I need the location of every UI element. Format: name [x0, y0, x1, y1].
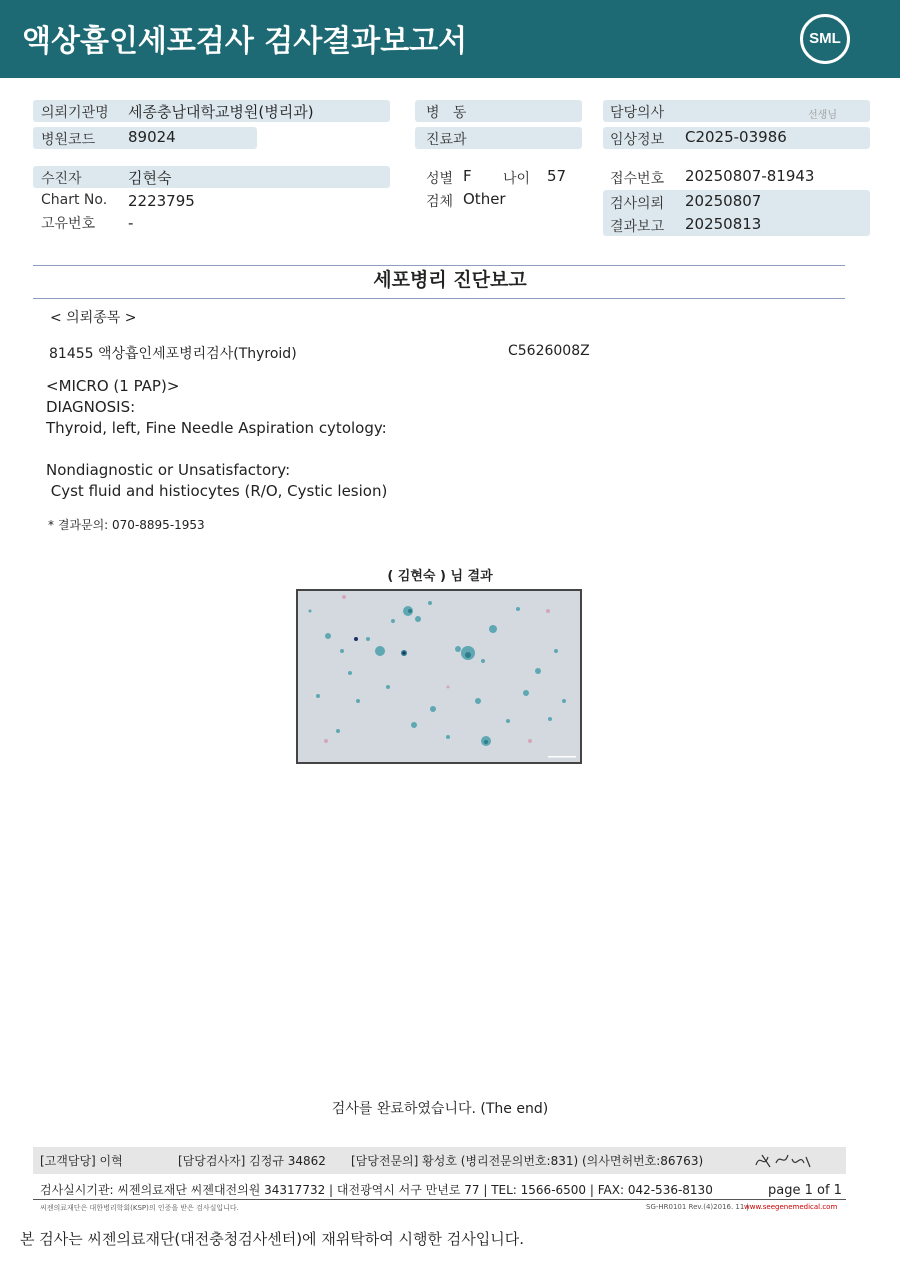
cytology-image — [296, 589, 582, 764]
tester-info: [담당검사자] 김정규 34862 — [178, 1154, 326, 1168]
patient-label: 수진자 — [41, 171, 82, 187]
patient-value: 김현숙 — [128, 169, 172, 187]
age-value: 57 — [547, 167, 567, 185]
specimen-label: 검체 — [426, 194, 454, 210]
website-url: www.seegenemedical.com — [744, 1203, 838, 1211]
test-code: C5626008Z — [508, 343, 590, 359]
chart-label: Chart No. — [41, 192, 108, 208]
result-detail-line: Cyst fluid and histiocytes (R/O, Cystic lesion) — [46, 482, 388, 500]
sex-value: F — [463, 167, 472, 185]
patient-box — [33, 166, 390, 188]
uid-label: 고유번호 — [41, 216, 96, 232]
doctor-suffix: 선생님 — [808, 110, 837, 121]
footer-rule — [33, 1199, 846, 1200]
customer-manager: [고객담당] 이혁 — [40, 1154, 123, 1168]
form-code: SG-HR0101 Rev.(4)2016. 11 | — [646, 1203, 749, 1211]
chart-value: 2223795 — [128, 192, 195, 210]
doctor-label: 담당의사 — [610, 105, 665, 121]
receipt-label: 접수번호 — [610, 171, 665, 187]
hospital-label: 의뢰기관명 — [41, 105, 109, 121]
page-number: page 1 of 1 — [768, 1183, 842, 1198]
clinical-label: 임상정보 — [610, 132, 665, 148]
sml-logo — [800, 14, 850, 64]
ward-label: 병 동 — [426, 105, 467, 121]
specimen-value: Other — [463, 190, 506, 208]
code-label: 병원코드 — [41, 132, 96, 148]
result-line: Nondiagnostic or Unsatisfactory: — [46, 461, 291, 479]
test-name: 81455 액상흡인세포병리검사(Thyroid) — [49, 346, 297, 362]
site-line: Thyroid, left, Fine Needle Aspiration cytology: — [46, 419, 387, 437]
institution-info: 검사실시기관: 씨젠의료재단 씨젠대전의원 34317732 | 대전광역시 서구 만년로 77 | TEL: 1566-6500 | FAX: 042-536-8130 — [40, 1183, 713, 1197]
age-label: 나이 — [503, 171, 531, 187]
report-header — [0, 0, 900, 78]
image-caption: ( 김현숙 ) 님 결과 — [387, 569, 493, 584]
clinical-value: C2025-03986 — [685, 128, 787, 146]
diagnosis-line: DIAGNOSIS: — [46, 398, 136, 416]
code-value: 89024 — [128, 128, 176, 146]
logo-text: SML — [809, 30, 841, 47]
report-title-banner: 액상흡인세포검사 검사결과보고서 — [22, 24, 468, 59]
sex-label: 성별 — [426, 171, 454, 187]
request-label: 검사의뢰 — [610, 196, 665, 212]
dept-label: 진료과 — [426, 132, 467, 148]
receipt-value: 20250807-81943 — [685, 167, 815, 185]
inquiry-note: * 결과문의: 070-8895-1953 — [48, 518, 205, 532]
uid-value: - — [128, 214, 134, 232]
report-date-value: 20250813 — [685, 215, 762, 233]
report-date-label: 결과보고 — [610, 219, 665, 235]
specialist-info: [담당전문의] 황성호 (병리전문의번호:831) (의사면허번호:86763) — [351, 1154, 704, 1168]
report-section-title: 세포병리 진단보고 — [373, 269, 527, 291]
hospital-value: 세종충남대학교병원(병리과) — [128, 103, 314, 121]
title-rule-bottom — [33, 298, 845, 299]
bottom-note: 본 검사는 씨젠의료재단(대전충청검사센터)에 재위탁하여 시행한 검사입니다. — [20, 1230, 524, 1248]
certification-note: 씨젠의료재단은 대한병리학회(KSP)의 인증을 받은 검사실입니다. — [40, 1204, 239, 1212]
end-text: 검사를 완료하였습니다. (The end) — [331, 1101, 549, 1117]
request-value: 20250807 — [685, 192, 762, 210]
micro-line: <MICRO (1 PAP)> — [46, 377, 180, 395]
item-header: < 의뢰종목 > — [50, 310, 137, 326]
signature-icon — [752, 1149, 814, 1173]
